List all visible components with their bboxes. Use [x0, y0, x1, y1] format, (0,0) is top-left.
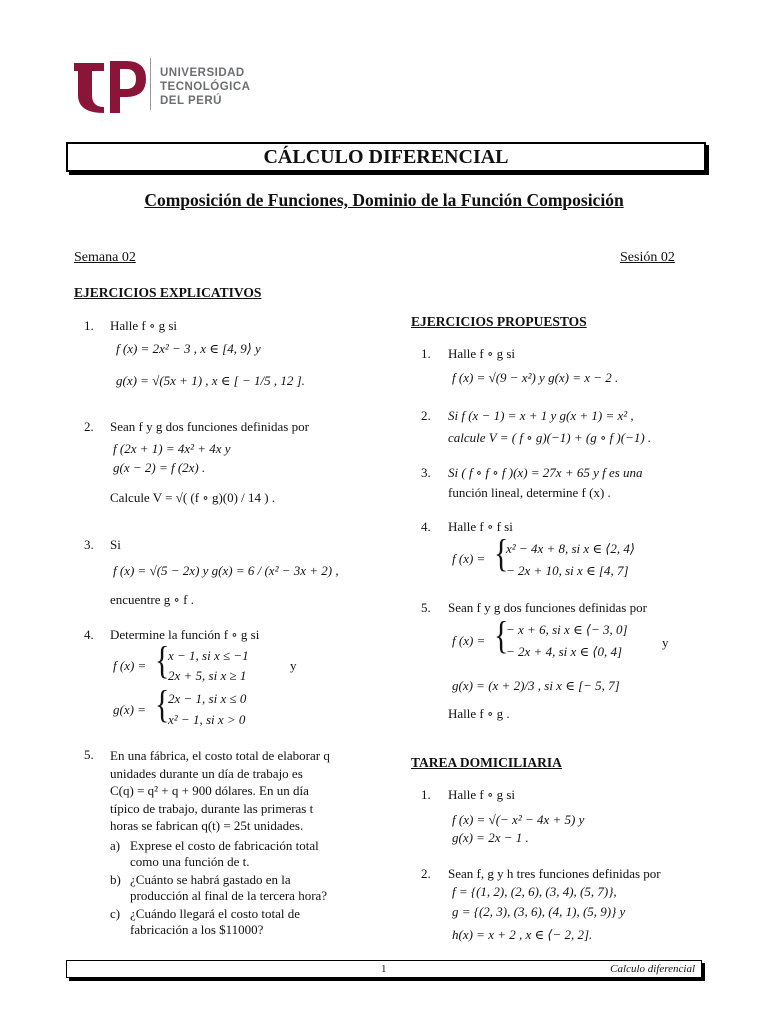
p2-number: 2.: [421, 408, 431, 423]
ex4-f-brace: {: [155, 639, 170, 683]
ex1-line2: f (x) = 2x² − 3 , x ∈ [4, 9⟩ y: [116, 341, 261, 356]
ex5-item-a: [110, 838, 327, 870]
t1-line3: g(x) = 2x − 1 .: [452, 830, 529, 845]
session-label: Sesión 02: [620, 250, 675, 265]
ex1-line1: Halle f ∘ g si: [110, 318, 178, 333]
p4-case2: − 2x + 10, si x ∈ [4, 7]: [506, 563, 629, 578]
ex5-line: típico de trabajo, durante las primeras t: [110, 800, 314, 816]
footer-course: Calculo diferencial: [610, 963, 695, 975]
ex4-f-case2: 2x + 5, si x ≥ 1: [168, 668, 247, 683]
ex5-item-line: Exprese el costo de fabricación total: [130, 838, 319, 853]
ex2-line4: Calcule V = √( (f ∘ g)(0) / 14 ) .: [110, 490, 276, 505]
p3-number: 3.: [421, 465, 431, 480]
p1-number: 1.: [421, 346, 431, 361]
ex2-number: 2.: [84, 419, 94, 434]
t2-line4: h(x) = x + 2 , x ∈ ⟨− 2, 2].: [452, 927, 593, 942]
p5-number: 5.: [421, 600, 431, 615]
t2-line2: f = {(1, 2), (2, 6), (3, 4), (5, 7)},: [452, 884, 617, 899]
ex4-g-case1: 2x − 1, si x ≤ 0: [168, 691, 247, 706]
ex5-item-line: ¿Cuánto se habrá gastado en la: [130, 872, 291, 887]
p4-f-label: f (x) =: [452, 551, 486, 566]
ex5-item-line: fabricación a los $11000?: [130, 922, 264, 937]
logo-line-2: TECNOLÓGICA: [160, 81, 251, 93]
p5-case2: − 2x + 4, si x ∈ ⟨0, 4]: [506, 644, 623, 659]
p5-g-line: g(x) = (x + 2)/3 , si x ∈ [− 5, 7]: [452, 678, 620, 693]
ex4-number: 4.: [84, 627, 94, 642]
utp-logo-icon: [70, 55, 155, 117]
ex3-line1: Si: [110, 537, 121, 552]
p1-line2: f (x) = √(9 − x²) y g(x) = x − 2 .: [452, 370, 619, 385]
ex4-g-label: g(x) =: [113, 702, 146, 717]
ex5-line: En una fábrica, el costo total de elaborar q: [110, 748, 330, 763]
t1-line1: Halle f ∘ g si: [448, 787, 516, 802]
p4-case1: x² − 4x + 8, si x ∈ ⟨2, 4⟩: [506, 541, 635, 556]
p3-line1: Si ( f ∘ f ∘ f )(x) = 27x + 65 y f es una: [448, 465, 643, 480]
t2-number: 2.: [421, 866, 431, 881]
page-footer: [66, 960, 702, 978]
ex4-f-case1: x − 1, si x ≤ −1: [168, 648, 249, 663]
ex3-line3: encuentre g ∘ f .: [110, 592, 194, 607]
p5-line-end: Halle f ∘ g .: [448, 706, 510, 721]
logo-divider: [150, 58, 151, 110]
ex5-item-b: [110, 872, 327, 904]
p2-line2: calcule V = ( f ∘ g)(−1) + (g ∘ f )(−1) .: [448, 430, 652, 445]
ex1-line3: g(x) = √(5x + 1) , x ∈ [ − 1/5 , 12 ].: [116, 373, 305, 388]
ex2-line2: f (2x + 1) = 4x² + 4x y: [113, 441, 231, 456]
p5-case1: − x + 6, si x ∈ ⟨− 3, 0]: [506, 622, 628, 637]
ex5-item-c: [110, 906, 327, 938]
ex2-line3: g(x − 2) = f (2x) .: [113, 460, 206, 475]
ex5-line: horas se fabrican q(t) = 25t unidades.: [110, 818, 304, 833]
ex3-number: 3.: [84, 537, 94, 552]
ex4-g-case2: x² − 1, si x > 0: [168, 712, 246, 727]
ex2-line1: Sean f y g dos funciones definidas por: [110, 419, 309, 434]
ex5-body: [110, 747, 358, 835]
ex5-item-line: ¿Cuándo llegará el costo total de: [130, 906, 301, 921]
ex5-item-label: b): [110, 872, 121, 887]
t1-line2: f (x) = √(− x² − 4x + 5) y: [452, 812, 585, 827]
p2-line1: Si f (x − 1) = x + 1 y g(x + 1) = x² ,: [448, 408, 634, 423]
ex5-line: C(q) = q² + q + 900 dólares. En un día: [110, 783, 309, 798]
ex5-item-line: producción al final de la tercera hora?: [130, 888, 328, 903]
ex4-line1: Determine la función f ∘ g si: [110, 627, 260, 642]
ex5-number: 5.: [84, 747, 94, 762]
ex4-f-label: f (x) =: [113, 658, 147, 673]
p1-line1: Halle f ∘ g si: [448, 346, 516, 361]
section-propuestos: EJERCICIOS PROPUESTOS: [411, 314, 587, 329]
p5-f-label: f (x) =: [452, 633, 486, 648]
ex4-g-brace: {: [155, 683, 170, 727]
p3-line2: función lineal, determine f (x) .: [448, 485, 611, 500]
ex5-line: unidades durante un día de trabajo es: [110, 765, 303, 781]
section-tarea: TAREA DOMICILIARIA: [411, 755, 562, 770]
p4-number: 4.: [421, 519, 431, 534]
week-label: Semana 02: [74, 250, 136, 265]
logo-line-3: DEL PERÚ: [160, 95, 222, 107]
logo-text: [160, 66, 250, 108]
section-explicativos: EJERCICIOS EXPLICATIVOS: [74, 285, 262, 300]
course-title: CÁLCULO DIFERENCIAL: [66, 142, 706, 172]
ex5-item-label: c): [110, 906, 121, 921]
p5-line1: Sean f y g dos funciones definidas por: [448, 600, 647, 615]
t2-line3: g = {(2, 3), (3, 6), (4, 1), (5, 9)} y: [452, 904, 626, 919]
t1-number: 1.: [421, 787, 431, 802]
ex5-item-label: a): [110, 838, 121, 853]
document-subtitle: Composición de Funciones, Dominio de la Función Composición: [144, 190, 624, 210]
ex1-number: 1.: [84, 318, 94, 333]
ex5-subitems: [110, 838, 327, 938]
ex4-y: y: [290, 658, 297, 673]
p5-brace: {: [494, 614, 509, 658]
ex5-item-line: como una función de t.: [130, 854, 250, 869]
p4-line1: Halle f ∘ f si: [448, 519, 513, 534]
page-number: 1: [381, 963, 387, 975]
ex3-line2: f (x) = √(5 − 2x) y g(x) = 6 / (x² − 3x + 2) ,: [113, 563, 339, 578]
t2-line1: Sean f, g y h tres funciones definidas por: [448, 866, 661, 881]
logo-line-1: UNIVERSIDAD: [160, 67, 245, 79]
p4-brace: {: [494, 532, 509, 576]
p5-y: y: [662, 635, 669, 650]
